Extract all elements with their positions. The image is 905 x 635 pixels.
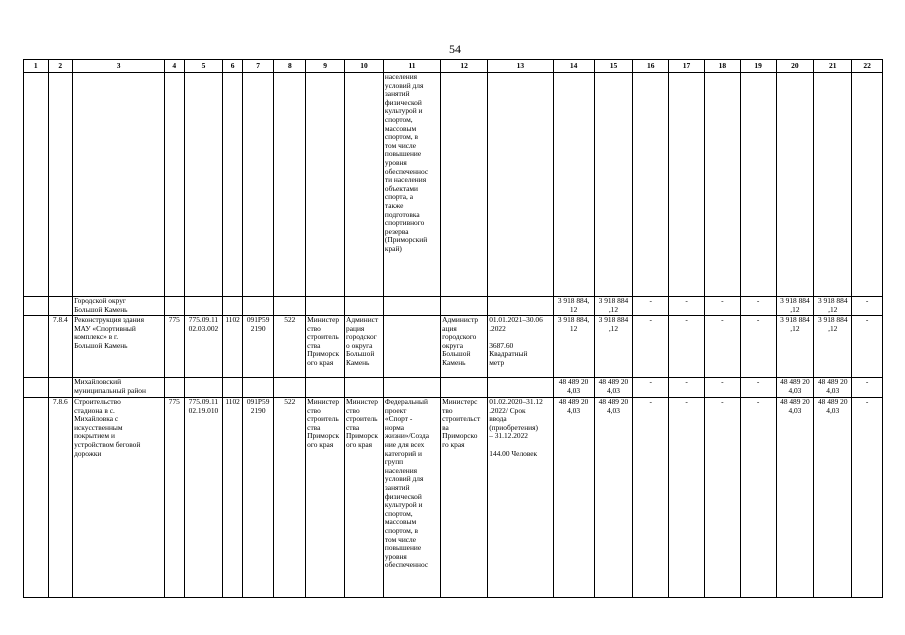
amount-cell: 3 918 884 ,12 — [814, 316, 852, 378]
table-cell — [852, 73, 883, 297]
amount-cell: 3 918 884 ,12 — [776, 316, 814, 378]
goal-description-cell: Федеральный проект «Спорт - норма жизни»/Созда ние для всех категорий и групп населения условий для занятий физической культурой и спортом, массовым спортом, в том числе повышение уровня обеспеченнос — [383, 398, 440, 598]
table-cell — [223, 297, 242, 316]
table-cell: 522 — [274, 316, 306, 378]
amount-cell: 3 918 884 ,12 — [594, 297, 633, 316]
table-cell — [345, 378, 384, 398]
amount-cell: 3 918 884, 12 — [553, 316, 594, 378]
table-cell — [48, 378, 73, 398]
table-cell: 775 — [165, 316, 184, 378]
table-cell: 775 — [165, 398, 184, 598]
table-cell — [383, 378, 440, 398]
amount-cell: 3 918 884 ,12 — [594, 316, 633, 378]
table-cell — [24, 73, 49, 297]
amount-cell: 48 489 20 4,03 — [776, 378, 814, 398]
amount-cell: 48 489 20 4,03 — [594, 378, 633, 398]
table-cell — [165, 297, 184, 316]
table-cell — [553, 73, 594, 297]
header-cell: 2 — [48, 60, 73, 73]
amount-cell: 48 489 20 4,03 — [553, 398, 594, 598]
item-name-cell: Реконструкция здания МАУ «Спортивный комплекс» в г. Большой Камень — [73, 316, 165, 378]
amount-cell: 48 489 20 4,03 — [814, 378, 852, 398]
page-number: 54 — [449, 42, 461, 56]
table-row-item-786 — [24, 398, 883, 598]
table-cell — [306, 297, 345, 316]
table-cell — [165, 73, 184, 297]
header-cell: 16 — [633, 60, 669, 73]
header-cell: 11 — [383, 60, 440, 73]
table-row-okrug-total — [24, 297, 883, 316]
dash-cell: - — [669, 398, 705, 598]
table-row-continuation — [24, 73, 883, 297]
table-cell: Админист рация городског о округа Большой Камень — [345, 316, 384, 378]
header-cell: 22 — [852, 60, 883, 73]
dash-cell: - — [740, 316, 776, 378]
table-cell — [594, 73, 633, 297]
table-cell: 1102 — [223, 316, 242, 378]
dash-cell: - — [633, 398, 669, 598]
dash-cell: - — [633, 316, 669, 378]
table-cell — [488, 73, 553, 297]
table-cell — [740, 73, 776, 297]
table-cell — [345, 297, 384, 316]
dash-cell: - — [852, 316, 883, 378]
table-cell: 01.02.2020–31.12 .2022/ Срок ввода (приобретения) – 31.12.2022 144.00 Человек — [488, 398, 553, 598]
table-cell: Министер ство строитель ства Приморск ого края — [345, 398, 384, 598]
header-cell: 9 — [306, 60, 345, 73]
table-cell — [24, 398, 49, 598]
table-cell: 091P59 2190 — [242, 398, 274, 598]
table-row-mikh-total — [24, 378, 883, 398]
dash-cell: - — [633, 378, 669, 398]
table-cell: 01.01.2021–30.06 .2022 3687.60 Квадратный метр — [488, 316, 553, 378]
amount-cell: 3 918 884 ,12 — [814, 297, 852, 316]
table-cell — [488, 297, 553, 316]
table-cell: 091P59 2190 — [242, 316, 274, 378]
item-number-cell: 7.8.4 — [48, 316, 73, 378]
header-cell: 18 — [704, 60, 740, 73]
dash-cell: - — [633, 297, 669, 316]
header-cell: 13 — [488, 60, 553, 73]
table-cell — [48, 297, 73, 316]
table-cell — [165, 378, 184, 398]
dash-cell: - — [704, 378, 740, 398]
table-cell — [633, 73, 669, 297]
table-cell — [669, 73, 705, 297]
header-cell: 10 — [345, 60, 384, 73]
table-cell — [488, 378, 553, 398]
dash-cell: - — [704, 316, 740, 378]
budget-table — [23, 59, 883, 598]
header-cell: 21 — [814, 60, 852, 73]
table-cell — [223, 73, 242, 297]
header-cell: 14 — [553, 60, 594, 73]
goal-description-cell: населения условий для занятий физической культурой и спортом, массовым спортом, в том числе повышение уровня обеспеченнос ти населения объектами спорта, а также подготовка спортивного резерва (Приморский край) — [383, 73, 440, 297]
amount-cell: 3 918 884 ,12 — [776, 297, 814, 316]
table-cell — [184, 73, 223, 297]
table-cell — [383, 316, 440, 378]
dash-cell: - — [852, 297, 883, 316]
table-cell: Министерс тво строительст ва Приморско го края — [441, 398, 488, 598]
table-cell: Администр ация городского округа Большой Камень — [441, 316, 488, 378]
dash-cell: - — [704, 297, 740, 316]
header-cell: 6 — [223, 60, 242, 73]
table-cell — [814, 73, 852, 297]
dash-cell: - — [852, 398, 883, 598]
header-cell: 7 — [242, 60, 274, 73]
amount-cell: 48 489 20 4,03 — [814, 398, 852, 598]
table-cell — [184, 297, 223, 316]
table-cell: 1102 — [223, 398, 242, 598]
amount-cell: 48 489 20 4,03 — [594, 398, 633, 598]
table-cell — [441, 73, 488, 297]
table-cell — [776, 73, 814, 297]
table-cell: 522 — [274, 398, 306, 598]
table-cell — [383, 297, 440, 316]
amount-cell: 3 918 884, 12 — [553, 297, 594, 316]
table-cell — [242, 378, 274, 398]
table-cell: 775.09.11 02.19.010 — [184, 398, 223, 598]
header-cell: 1 — [24, 60, 49, 73]
table-cell — [24, 297, 49, 316]
table-cell — [274, 378, 306, 398]
table-cell — [274, 297, 306, 316]
header-row — [24, 60, 883, 73]
amount-cell: 48 489 20 4,03 — [776, 398, 814, 598]
table-cell — [345, 73, 384, 297]
header-cell: 8 — [274, 60, 306, 73]
header-cell: 17 — [669, 60, 705, 73]
table-cell: 775.09.11 02.03.002 — [184, 316, 223, 378]
dash-cell: - — [669, 316, 705, 378]
dash-cell: - — [704, 398, 740, 598]
dash-cell: - — [852, 378, 883, 398]
table-cell — [184, 378, 223, 398]
dash-cell: - — [669, 297, 705, 316]
item-number-cell: 7.8.6 — [48, 398, 73, 598]
amount-cell: 48 489 20 4,03 — [553, 378, 594, 398]
header-cell: 20 — [776, 60, 814, 73]
table-row-item-784 — [24, 316, 883, 378]
dash-cell: - — [669, 378, 705, 398]
table-cell: Министер ство строитель ства Приморск ого края — [306, 398, 345, 598]
header-cell: 5 — [184, 60, 223, 73]
dash-cell: - — [740, 398, 776, 598]
municipality-name-cell: Городской округ Большой Камень — [73, 297, 165, 316]
header-cell: 19 — [740, 60, 776, 73]
table-cell — [223, 378, 242, 398]
table-cell — [441, 297, 488, 316]
table-cell — [306, 378, 345, 398]
item-name-cell: Строительство стадиона в с. Михайловка с искусственным покрытием и устройством беговой дорожки — [73, 398, 165, 598]
table-cell — [274, 73, 306, 297]
table-cell — [306, 73, 345, 297]
table-cell — [24, 378, 49, 398]
table-cell — [24, 316, 49, 378]
table-cell — [242, 73, 274, 297]
dash-cell: - — [740, 378, 776, 398]
table-cell — [704, 73, 740, 297]
table-cell — [48, 73, 73, 297]
header-cell: 3 — [73, 60, 165, 73]
municipality-name-cell: Михайловский муниципальный район — [73, 378, 165, 398]
header-cell: 4 — [165, 60, 184, 73]
table-cell — [73, 73, 165, 297]
header-cell: 15 — [594, 60, 633, 73]
dash-cell: - — [740, 297, 776, 316]
table-cell: Министер ство строитель ства Приморск ого края — [306, 316, 345, 378]
table-cell — [441, 378, 488, 398]
table-cell — [242, 297, 274, 316]
header-cell: 12 — [441, 60, 488, 73]
